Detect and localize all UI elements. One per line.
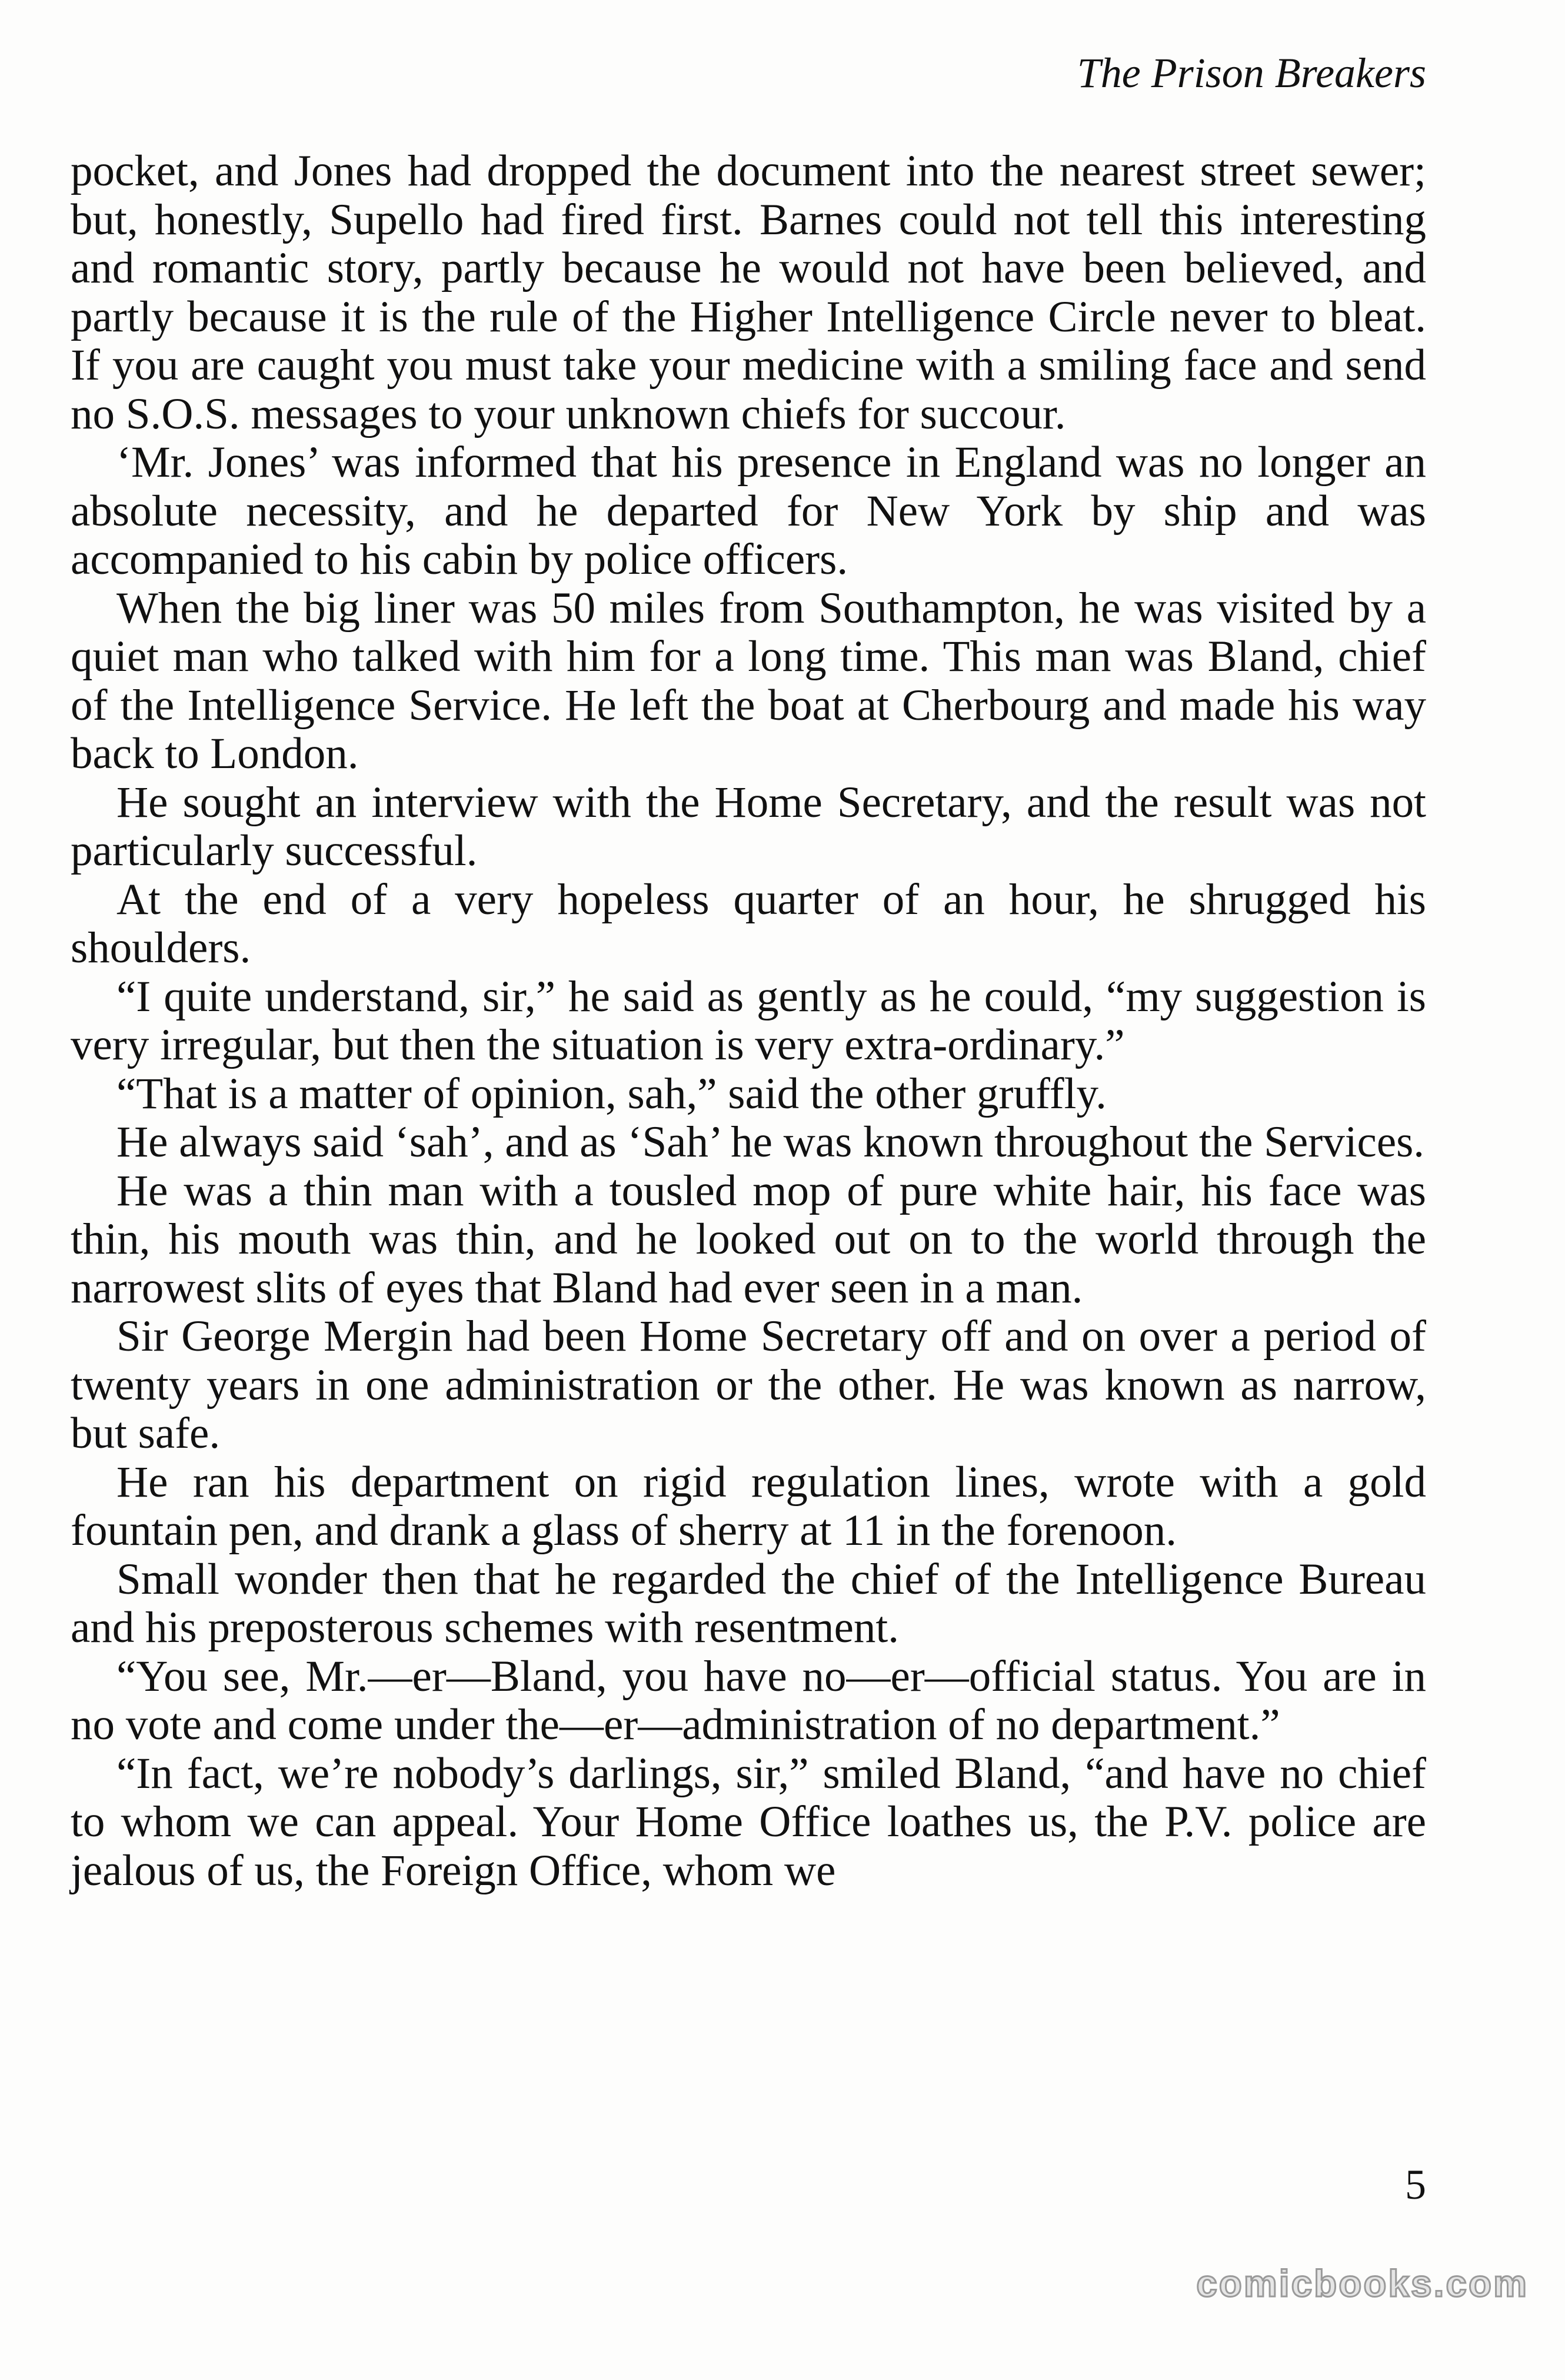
paragraph: ‘Mr. Jones’ was informed that his presence in England was no longer an absolute necessity, and he departed for New York by ship and was accompanied to his cabin by police officers. xyxy=(71,438,1426,584)
paragraph: “In fact, we’re nobody’s darlings, sir,” smiled Bland, “and have no chief to whom we can appeal. Your Home Office loathes us, the P.V. police are jealous of us, the Foreign Office, whom we xyxy=(71,1749,1426,1895)
paragraph: Small wonder then that he regarded the chief of the Intelligence Bureau and his preposterous schemes with resentment. xyxy=(71,1554,1426,1652)
paragraph: “You see, Mr.—er—Bland, you have no—er—official status. You are in no vote and come under the—er—administration of no department.” xyxy=(71,1651,1426,1749)
watermark-logo: comicbooks.com xyxy=(1196,2262,1529,2305)
paragraph: Sir George Mergin had been Home Secretary off and on over a period of twenty years in one administration or the other. He was known as narrow, but safe. xyxy=(71,1312,1426,1458)
paragraph: “That is a matter of opinion, sah,” said the other gruffly. xyxy=(116,1069,1107,1118)
paragraph: When the big liner was 50 miles from Southampton, he was visited by a quiet man who talked with him for a long time. This man was Bland, chief of the Intelligence Service. He left the boat at Cherbourg and made his way back to London. xyxy=(71,583,1426,778)
paragraph: pocket, and Jones had dropped the document into the nearest street sewer; but, honestly, Supello had fired first. Barnes could not tell this interesting and romantic story, partly because he would not have been believed, and partly because it is the rule of the Higher Intelligence Circle never to bleat. If you are caught you must take your medicine with a smiling face and send no S.O.S. messages to your unknown chiefs for succour. xyxy=(71,147,1426,438)
paragraph: He always said ‘sah’, and as ‘Sah’ he was known throughout the Services. xyxy=(116,1118,1425,1166)
paragraph: He was a thin man with a tousled mop of pure white hair, his face was thin, his mouth was thin, and he looked out on to the world through the narrowest slits of eyes that Bland had ever seen in a man. xyxy=(71,1166,1426,1312)
paragraph: He sought an interview with the Home Secretary, and the result was not particularly successful. xyxy=(71,777,1426,875)
running-head: The Prison Breakers xyxy=(1077,49,1426,97)
body-text xyxy=(71,147,1426,1895)
paragraph: At the end of a very hopeless quarter of an hour, he shrugged his shoulders. xyxy=(71,875,1426,972)
paragraph: “I quite understand, sir,” he said as gently as he could, “my suggestion is very irregular, but then the situation is very extra-ordinary.” xyxy=(71,972,1426,1069)
paragraph: He ran his department on rigid regulation lines, wrote with a gold fountain pen, and drank a glass of sherry at 11 in the forenoon. xyxy=(71,1457,1426,1555)
page-number: 5 xyxy=(1405,2161,1426,2208)
